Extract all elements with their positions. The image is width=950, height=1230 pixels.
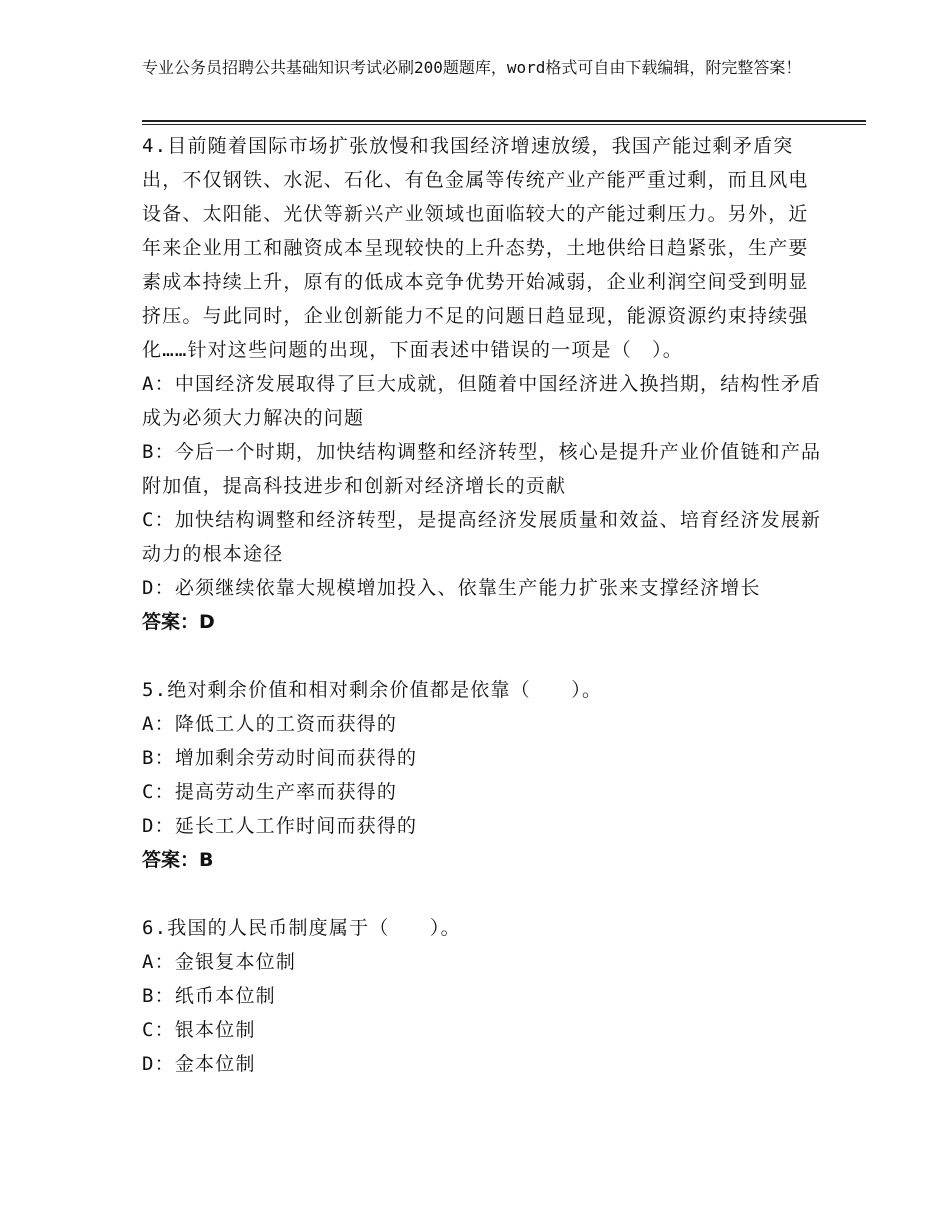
question-spacer xyxy=(142,639,822,673)
question-stem: 6.我国的人民币制度属于（ ）。 xyxy=(142,917,461,939)
question-5 xyxy=(142,673,822,877)
question-stem: 4.目前随着国际市场扩张放慢和我国经济增速放缓，我国产能过剩矛盾突出，不仅钢铁、水泥、石化、有色金属等传统产业产能严重过剩，而且风电设备、太阳能、光伏等新兴产业领域也面临较大的产能过剩压力。另外，近年来企业用工和融资成本呈现较快的上升态势，土地供给日趋紧张，生产要素成本持续上升，原有的低成本竞争优势开始减弱，企业利润空间受到明显挤压。与此同时，企业创新能力不足的问题日趋显现，能源资源约束持续强化……针对这些问题的出现，下面表述中错误的一项是（ ）。 xyxy=(142,135,809,361)
option-d: D：金本位制 xyxy=(142,1053,256,1075)
option-a: A：降低工人的工资而获得的 xyxy=(142,713,398,735)
option-b: B：纸币本位制 xyxy=(142,985,276,1007)
option-d: D：必须继续依靠大规模增加投入、依靠生产能力扩张来支撑经济增长 xyxy=(142,577,761,599)
header-divider xyxy=(142,120,866,125)
answer-label: 答案：D xyxy=(142,611,215,633)
answer-label: 答案：B xyxy=(142,849,214,871)
question-6 xyxy=(142,911,822,1081)
question-4 xyxy=(142,129,822,639)
option-b: B：增加剩余劳动时间而获得的 xyxy=(142,747,418,769)
question-spacer xyxy=(142,877,822,911)
option-a: A：中国经济发展取得了巨大成就，但随着中国经济进入换挡期，结构性矛盾成为必须大力解决的问题 xyxy=(142,373,822,429)
option-a: A：金银复本位制 xyxy=(142,951,297,973)
option-c: C：提高劳动生产率而获得的 xyxy=(142,781,398,803)
option-d: D：延长工人工作时间而获得的 xyxy=(142,815,418,837)
option-c: C：银本位制 xyxy=(142,1019,256,1041)
option-b: B：今后一个时期，加快结构调整和经济转型，核心是提升产业价值链和产品附加值，提高科技进步和创新对经济增长的贡献 xyxy=(142,441,822,497)
header-text: 专业公务员招聘公共基础知识考试必刷200题题库，word格式可自由下载编辑，附完整答案！ xyxy=(142,58,802,77)
document-header xyxy=(142,56,832,80)
option-c: C：加快结构调整和经济转型，是提高经济发展质量和效益、培育经济发展新动力的根本途径 xyxy=(142,509,822,565)
question-stem: 5.绝对剩余价值和相对剩余价值都是依靠（ ）。 xyxy=(142,679,603,701)
question-list xyxy=(142,129,822,1081)
